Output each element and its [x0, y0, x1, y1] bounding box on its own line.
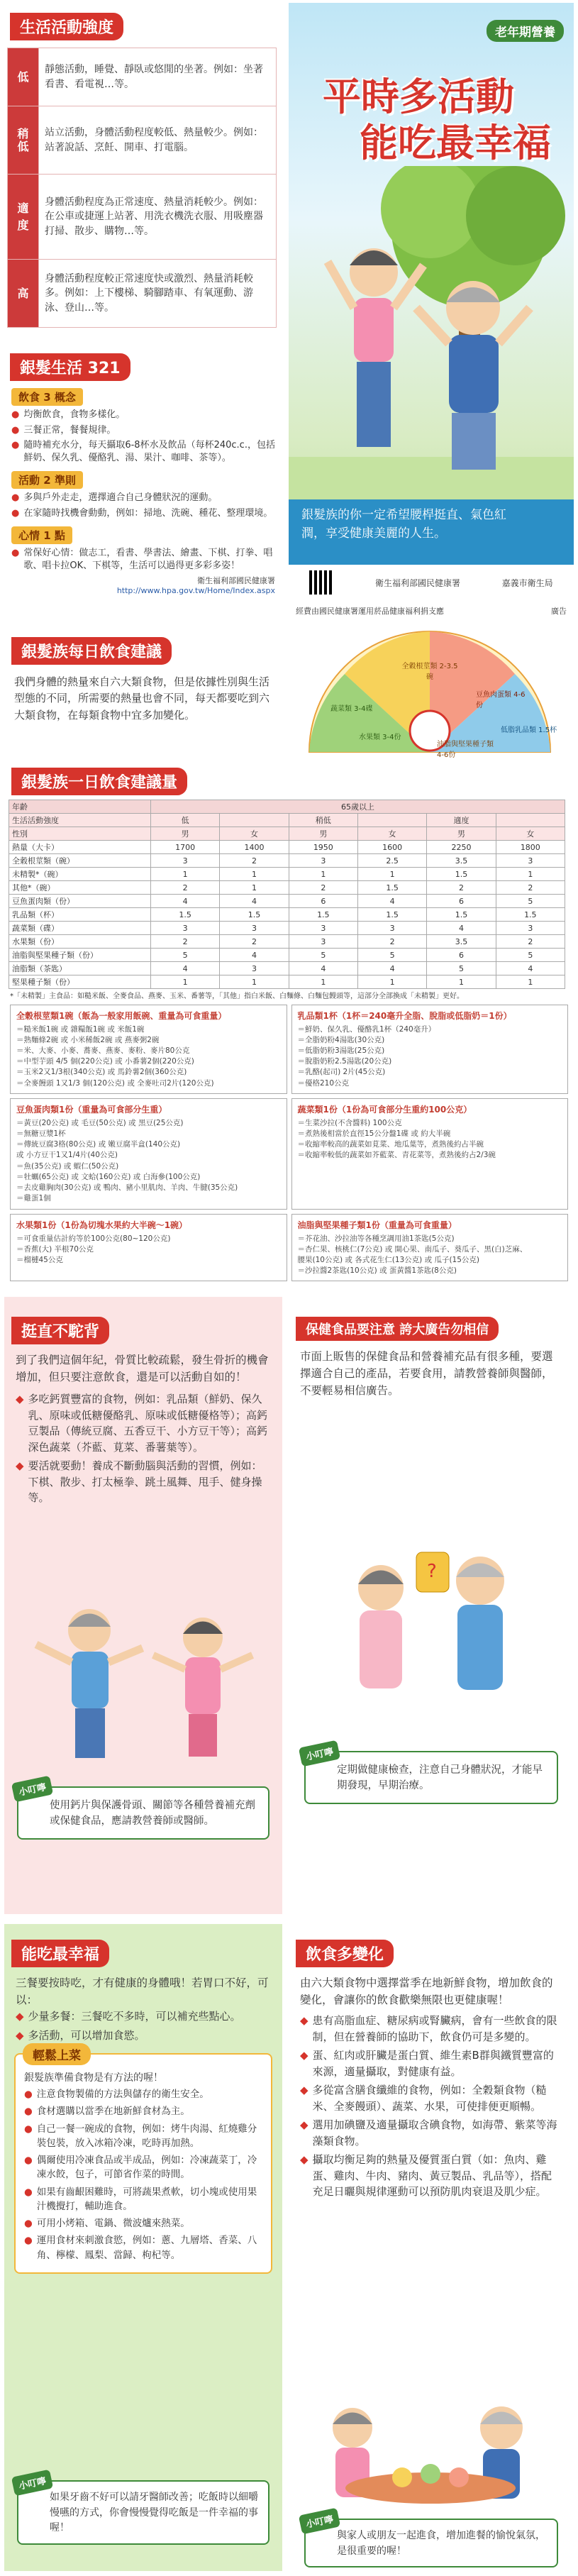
table-cell: 1: [496, 868, 565, 881]
pyramid-tag: 低脂乳品類 1.5杯: [501, 726, 557, 734]
table-cell: 1800: [496, 841, 565, 854]
list-item: ● 偶爾使用冷凍食品或半成品，例如：冷凍蔬菜丁，冷凍水餃，包子，可節省作菜的時間。: [24, 2155, 257, 2181]
table-cell: 4: [220, 895, 289, 908]
table-cell: 1: [496, 975, 565, 989]
list-item: ● 隨時補充水分，每天攝取6-8杯水及飲品（每杯240c.c.，包括鮮奶、保久乳、優酪乳、湯、果汁、咖啡、茶等）。: [11, 440, 275, 463]
source-url[interactable]: http://www.hpa.gov.tw/Home/Index.aspx: [116, 586, 275, 596]
table-cell: 乳品類（杯）: [9, 908, 151, 922]
table-cell: 男: [289, 827, 357, 841]
table-cell: 稍低: [289, 814, 357, 827]
table-cell: 1: [427, 975, 496, 989]
amount-table: [9, 800, 565, 989]
intensity-row: [8, 48, 277, 106]
food-box-protein: 豆魚蛋肉類1份（重量為可食部分生重） ＝黃豆(20公克) 或 毛豆(50公克) 或 黑豆(25公克) ＝無糖豆漿1杯 ＝傳統豆腐3格(80公克) 或 嫩豆腐半盒(140公克) 或 小方豆干1又1/4片(40公克) ＝魚(35公克) 或 蝦仁(50公克) ＝牡蠣(65公克) 或 文蛤(160公克) 或 白海參(100公克) ＝去皮雞胸肉(30公克) 或 鴨肉、豬小里肌肉、羊肉、牛腱(35公克) ＝雞蛋1個: [10, 1098, 287, 1210]
panel-title: 保健食品要注意 誇大廣告勿相信: [296, 1317, 499, 1341]
table-cell: 4: [496, 962, 565, 975]
table-cell: 性別: [9, 827, 151, 841]
table-cell: 1: [220, 881, 289, 895]
list-item: ● 如果有齒齦困難時，可將蔬果煮軟，切小塊或使用果汁機攪打，輔助進食。: [24, 2186, 257, 2212]
table-cell: 4: [289, 962, 357, 975]
table-cell: 3: [151, 854, 220, 868]
panel-title: 能吃最幸福: [11, 1940, 109, 1967]
table-row: [9, 975, 565, 989]
table-cell: 2: [496, 935, 565, 949]
list-item: ◆ 多活動，可以增加食慾。: [16, 2028, 145, 2042]
panel-stand-straight: [4, 1297, 282, 1914]
table-row: [9, 814, 565, 827]
table-cell: 1: [151, 868, 220, 881]
list-item: ● 注意食物製備的方法與儲存的衛生安全。: [24, 2089, 209, 2101]
table-cell: 2: [357, 935, 426, 949]
list-item: ◆ 少量多餐：三餐吃不多時，可以補充些點心。: [16, 2010, 241, 2023]
pyramid-tag: 豆魚肉蛋類 4-6份: [476, 691, 526, 709]
food-box-grains: 全穀根莖類1碗（飯為一般家用飯碗、重量為可食重量） ＝糙米飯1碗 或 雜糧飯1碗 或 米飯1碗 ＝熟麵條2碗 或 小米稀飯2碗 或 燕麥粥2碗 ＝米、大麥、小麥、蕎麥、燕麥、麥粉、麥片80公克 ＝中型芋頭 4/5 個(220公克) 或 小番薯2個(220公克) ＝玉米2又1/3根(340公克) 或 馬鈴薯2個(360公克) ＝全麥饅頭 1又1/3 個(120公克) 或 全麥吐司2片(120公克): [10, 1005, 287, 1094]
easy-cooking-title: 輕鬆上菜: [23, 2043, 91, 2065]
panel-silver-life-321: [4, 348, 282, 621]
cover-tag: 老年期營養: [487, 20, 564, 42]
list-item: ◆ 多從富含膳食纖維的食物，例如：全穀類食物（糙米、全麥饅頭）、蔬菜、水果，可使排便更順暢。: [300, 2084, 547, 2113]
table-cell: 1.5: [220, 908, 289, 922]
table-note: *「未精製」主食品：如糙米飯、全麥食品、燕麥、玉米、番薯等，「其他」指白米飯、白麵條、白麵包饅頭等，這部分全部換成「未精製」更好。: [10, 993, 464, 1000]
org-2: 嘉義市衛生局: [501, 577, 553, 588]
table-row: [9, 868, 565, 881]
tip-label: 小叮嚀: [299, 1740, 340, 1767]
dining-couple-illustration: [289, 2392, 574, 2513]
table-row: [9, 881, 565, 895]
panel-activity-intensity: [4, 3, 282, 343]
org-1: 衛生福利部國民健康署: [374, 577, 460, 588]
table-cell: 1: [151, 975, 220, 989]
table-cell: 4: [357, 895, 426, 908]
table-cell: 2250: [427, 841, 496, 854]
table-cell: 2: [496, 881, 565, 895]
table-cell: 1.5: [427, 908, 496, 922]
level-label: 低: [8, 48, 39, 106]
table-cell: 3: [357, 922, 426, 935]
table-cell: 女: [220, 827, 289, 841]
table-cell: 4: [220, 949, 289, 962]
qr-code-icon: [309, 570, 333, 595]
pyramid-tag: 全穀根莖類 2-3.5碗: [401, 663, 458, 681]
level-desc: 靜態活動，睡覺、靜臥或悠閒的坐著。例如：坐著看書、看電視…等。: [39, 48, 277, 106]
table-cell: 3: [496, 854, 565, 868]
tip-text: 定期做健康檢查，注意自己身體狀況，才能早期發現，早期治療。: [337, 1764, 543, 1792]
table-cell: 1: [357, 975, 426, 989]
table-cell: 1700: [151, 841, 220, 854]
table-cell: 豆魚蛋肉類（份）: [9, 895, 151, 908]
tip-box: [304, 1747, 558, 1804]
list-item: ◆ 選用加碘鹽及適量攝取含碘食物，如海帶、紫菜等海藻類食物。: [300, 2118, 557, 2147]
table-cell: 5: [151, 949, 220, 962]
table-cell: 2: [220, 935, 289, 949]
svg-text:?: ?: [427, 1561, 437, 1582]
pyramid-tag: 油脂與堅果種子類 4-6份: [437, 741, 494, 759]
list-item: ● 自己一餐一碗成的食物，例如：烤牛肉湯、紅燒雞分裝包裝，放入冰箱冷凍，吃時再加熱。: [24, 2123, 257, 2149]
panel-daily-amounts: [4, 765, 574, 1291]
intensity-row: [8, 106, 277, 175]
level-label: 高: [8, 260, 39, 328]
table-cell: 堅果種子類（份）: [9, 975, 151, 989]
table-row: [9, 908, 565, 922]
easy-cooking-box: [14, 2049, 272, 2274]
cover-title-2: 能吃最幸福: [360, 121, 551, 165]
table-cell: 低: [151, 814, 220, 827]
table-cell: 4: [357, 962, 426, 975]
table-cell: [357, 814, 426, 827]
exercise-couple-illustration: [4, 1588, 282, 1765]
table-cell: 1: [220, 868, 289, 881]
list-item: ◆ 患有高脂血症、糖尿病或腎臟病，會有一些飲食的限制，但在營養師的協助下，飲食仍可是多變的。: [300, 2014, 557, 2043]
panel-body: 三餐要按時吃，才有健康的身體哦！若胃口不好，可以：: [16, 1977, 269, 2007]
table-cell: 1.5: [289, 908, 357, 922]
easy-cooking-intro: 銀髮族準備食物是有方法的喔！: [24, 2072, 163, 2084]
table-cell: 其他*（碗）: [9, 881, 151, 895]
cover-footer: [289, 600, 574, 621]
panel-body: 由六大類食物中選擇當季在地新鮮食物，增加飲食的變化，會讓你的飲食歡樂無限也更健康喔！: [300, 1977, 553, 2007]
list-item: ◆ 蛋、紅肉或肝臟是蛋白質、維生素B群與鐵質豐富的來源，適量攝取，對健康有益。: [300, 2049, 554, 2078]
source-org: 衛生福利部國民健康署: [197, 576, 275, 586]
cover-slogan-2: 潤，享受健康美麗的人生。: [301, 526, 446, 541]
table-cell: 5: [289, 949, 357, 962]
list-item: ◆ 要活就要動！養成不斷動腦與活動的習慣，例如：下棋、散步、打太極拳、跳土風舞、甩手、健身操等。: [16, 1459, 262, 1505]
panel-title: 銀髮生活 321: [10, 353, 130, 381]
table-cell: 3: [220, 962, 289, 975]
table-cell: 1: [289, 975, 357, 989]
table-cell: 1: [289, 868, 357, 881]
tip-label: 小叮嚀: [11, 1776, 53, 1803]
table-cell: 4: [151, 962, 220, 975]
table-row: [9, 854, 565, 868]
cover-panel: [289, 3, 574, 621]
table-cell: 1.5: [357, 881, 426, 895]
list-item: ◆ 攝取均衡足夠的熱量及優質蛋白質（如：魚肉、雞蛋、雞肉、牛肉、豬肉、黃豆製品、乳品等），搭配充足日曬與規律運動可以預防肌肉衰退及肌少症。: [300, 2153, 552, 2199]
grandpa-figure: [416, 281, 530, 470]
table-cell: 全穀根莖類（碗）: [9, 854, 151, 868]
level-desc: 身體活動程度為正常速度、熱量消耗較少。例如：在公車或捷運上站著、用洗衣機洗衣服、用吸塵器打掃、散步、購物…等。: [39, 175, 277, 260]
tip-box: [17, 1782, 269, 1840]
cover-illustration: [289, 166, 574, 507]
tip-text: 如果牙齒不好可以請牙醫師改善；吃飯時以細嚼慢嚥的方式，你會慢慢覺得吃飯是一件幸福的事喔！: [50, 2492, 258, 2534]
list-item: ◆ 多吃鈣質豐富的食物，例如：乳品類（鮮奶、保久乳、原味或低糖優酪乳、原味或低糖優格等）；高鈣豆製品（傳統豆腐、五香豆干、小方豆干等）；高鈣深色蔬菜（芥藍、莧菜、番薯葉等）。: [16, 1393, 268, 1454]
table-cell: 2: [289, 881, 357, 895]
funding-note: 經費由國民健康署運用菸品健康福利捐支應: [296, 607, 444, 616]
list-item: ● 運用食材來刺激食慾，例如：蔥、九層塔、香菜、八角、檸檬、鳳梨、當歸、枸杞等。: [24, 2235, 257, 2261]
cover-slogan-box: [289, 499, 574, 565]
table-cell: 3: [289, 854, 357, 868]
panel-health-supplement: [289, 1297, 574, 1914]
table-cell: 油脂類（茶匙）: [9, 962, 151, 975]
table-row: [9, 841, 565, 854]
list-item: ● 可用小烤箱、電鍋、微波爐來熱菜。: [24, 2218, 190, 2230]
table-row: [9, 949, 565, 962]
table-cell: 生活活動強度: [9, 814, 151, 827]
supplement-couple-illustration: [289, 1510, 574, 1723]
tip-box: [304, 2514, 558, 2567]
table-cell: 3: [289, 922, 357, 935]
table-cell: 6: [427, 895, 496, 908]
table-cell: 女: [357, 827, 426, 841]
table-cell: 水果類（份）: [9, 935, 151, 949]
table-cell: 熱量（大卡）: [9, 841, 151, 854]
table-row: [9, 895, 565, 908]
tree-illustration: [289, 166, 574, 507]
table-cell: 適度: [427, 814, 496, 827]
intensity-row: [8, 260, 277, 328]
section-activity-2: 活動 2 準則: [11, 471, 83, 489]
tip-label: 小叮嚀: [299, 2508, 340, 2535]
panel-eat-happy: [4, 1924, 282, 2571]
table-cell: 1: [220, 975, 289, 989]
tip-box: [17, 2476, 269, 2545]
pyramid-tag: 蔬菜類 3-4碟: [330, 705, 373, 713]
table-cell: 油脂與堅果種子類（份）: [9, 949, 151, 962]
table-head-cell: 年齡: [9, 800, 151, 814]
table-head-row: [9, 800, 565, 814]
section-diet-3: 飲食 3 概念: [11, 388, 83, 406]
panel-daily-diet: [4, 624, 574, 763]
table-cell: 1600: [357, 841, 426, 854]
panel-varied-diet: [289, 1924, 574, 2571]
table-cell: 2: [151, 881, 220, 895]
table-cell: 1.5: [496, 908, 565, 922]
table-cell: 男: [427, 827, 496, 841]
list-item: ● 均衡飲食，食物多樣化。: [11, 409, 126, 420]
table-cell: 2: [427, 881, 496, 895]
table-cell: 1.5: [427, 868, 496, 881]
table-cell: 女: [496, 827, 565, 841]
table-cell: 6: [427, 949, 496, 962]
list-item: ● 多與戶外走走，選擇適合自己身體狀況的運動。: [11, 492, 218, 504]
table-cell: 2: [220, 854, 289, 868]
table-cell: 4: [151, 895, 220, 908]
food-box-grid: [10, 1005, 568, 1282]
table-cell: [496, 814, 565, 827]
table-cell: 1.5: [357, 908, 426, 922]
panel-body: 到了我們這個年紀，骨質比較疏鬆，發生骨折的機會增加，但只要注意飲食，還是可以活動自如的！: [16, 1354, 269, 1384]
tip-text: 使用鈣片與保護骨頭、關節等各種營養補充劑或保健食品，應請教營養師或醫師。: [50, 1800, 255, 1828]
table-cell: 3: [220, 922, 289, 935]
ad-label: 廣告: [551, 607, 567, 616]
table-cell: 1.5: [151, 908, 220, 922]
cover-slogan-1: 銀髮族的你一定希望腰桿挺直、氣色紅: [301, 508, 506, 522]
table-cell: 1400: [220, 841, 289, 854]
level-desc: 站立活動，身體活動程度較低、熱量較少。例如：站著說話、烹飪、開車、打電腦。: [39, 106, 277, 175]
table-cell: 1: [357, 868, 426, 881]
panel-body: 市面上販售的保健食品和營養補充品有很多種，要選擇適合自己的產品，若要食用，請教營養師與醫師，不要輕易相信廣告。: [300, 1350, 553, 1398]
level-label: 稍低: [8, 106, 39, 175]
table-head-cell: 65歲以上: [151, 800, 565, 814]
panel-title: 飲食多變化: [296, 1940, 394, 1967]
table-cell: 蔬菜類（碟）: [9, 922, 151, 935]
intensity-row: [8, 175, 277, 260]
food-box-dairy: 乳品類1杯（1杯＝240毫升全脂、脫脂或低脂奶＝1份） ＝鮮奶、保久乳、優酪乳1杯（240毫升） ＝全脂奶粉4湯匙(30公克) ＝低脂奶粉3湯匙(25公克) ＝脫脂奶粉2.5湯匙(20公克) ＝乳酪(起司) 2片(45公克) ＝優格210公克: [291, 1005, 569, 1094]
level-label: 適度: [8, 175, 39, 260]
food-pyramid-illustration: [288, 624, 572, 759]
table-cell: 3: [496, 922, 565, 935]
table-cell: 1950: [289, 841, 357, 854]
food-box-oil: 油脂與堅果種子類1份（重量為可食重量） ＝芥花油、沙拉油等各種烹調用油1茶匙(5公克) ＝杏仁果、核桃仁(7公克) 或 開心果、南瓜子、葵瓜子、黑(白)芝麻、 腰果(10公克) 或 各式花生仁(13公克) 或 瓜子(15公克) ＝沙拉醬2茶匙(10公克) 或 蛋黃醬1茶匙(8公克): [291, 1214, 569, 1282]
cover-org-row: [289, 565, 574, 600]
table-cell: 5: [496, 895, 565, 908]
tip-text: 與家人或朋友一起進食，增加進餐的愉悅氣氛，是很重要的喔！: [337, 2530, 545, 2557]
table-cell: 5: [496, 949, 565, 962]
panel-body: 我們身體的熱量來自六大類食物，但是依據性別與生活型態的不同，所需要的熱量也會不同，每天都要吃到六大類食物，在每類食物中宜多加變化。: [14, 675, 270, 722]
table-cell: 6: [289, 895, 357, 908]
intensity-table: [7, 48, 277, 328]
table-row: [9, 962, 565, 975]
table-cell: 4: [427, 922, 496, 935]
food-box-fruit: 水果類1份（1份為切塊水果約大半碗～1碗） ＝可食重量估計約等於100公克(80~120公克) ＝香蕉(大) 半根70公克 ＝榴槤45公克: [10, 1214, 287, 1282]
pyramid-tag: 水果類 3-4份: [359, 734, 401, 741]
table-cell: 2: [151, 935, 220, 949]
table-cell: 3.5: [427, 854, 496, 868]
table-cell: 男: [151, 827, 220, 841]
list-item: ● 在家隨時找機會動動，例如：掃地、洗碗、種花、整理環境。: [11, 507, 273, 519]
panel-title: 銀髮族每日飲食建議: [11, 637, 172, 665]
tip-label: 小叮嚀: [11, 2470, 53, 2497]
section-mood-1: 心情 1 點: [11, 526, 72, 544]
table-cell: [220, 814, 289, 827]
table-cell: 3: [289, 935, 357, 949]
panel-title: 挺直不駝背: [11, 1317, 109, 1344]
food-box-vegetable: 蔬菜類1份（1份為可食部分生重約100公克） ＝生菜沙拉(不含醬料) 100公克 ＝煮熟後相當於直徑15公分盤1碟 或 約大半碗 ＝收縮率較高的蔬菜如莧菜、地瓜葉等，煮熟後約占半碗 ＝收縮率較低的蔬菜如芥藍菜、青花菜等，煮熟後約占2/3碗: [291, 1098, 569, 1210]
level-desc: 身體活動程度較正常速度快或激烈、熱量消耗較多。例如：上下樓梯、騎腳踏車、有氧運動、游泳、登山…等。: [39, 260, 277, 328]
table-cell: 2.5: [357, 854, 426, 868]
table-row: [9, 922, 565, 935]
list-item: ● 常保好心情：做志工，看書、學書法、繪畫、下棋、打拳、唱歌、唱卡拉OK、下棋等，生活可以過得更多彩多姿！: [11, 548, 273, 571]
table-row: [9, 935, 565, 949]
table-cell: 3: [151, 922, 220, 935]
cover-title-1: 平時多活動: [323, 74, 514, 119]
list-item: ● 三餐正常，餐餐規律。: [11, 424, 116, 436]
table-cell: 5: [357, 949, 426, 962]
table-cell: 未精製*（碗）: [9, 868, 151, 881]
panel-title: 銀髮族一日飲食建議量: [11, 768, 187, 795]
list-item: ● 食材選購以當季在地新鮮食材為主。: [24, 2106, 190, 2118]
table-row: [9, 827, 565, 841]
panel-title: 生活活動強度: [10, 13, 123, 40]
table-cell: 3.5: [427, 935, 496, 949]
table-cell: 5: [427, 962, 496, 975]
